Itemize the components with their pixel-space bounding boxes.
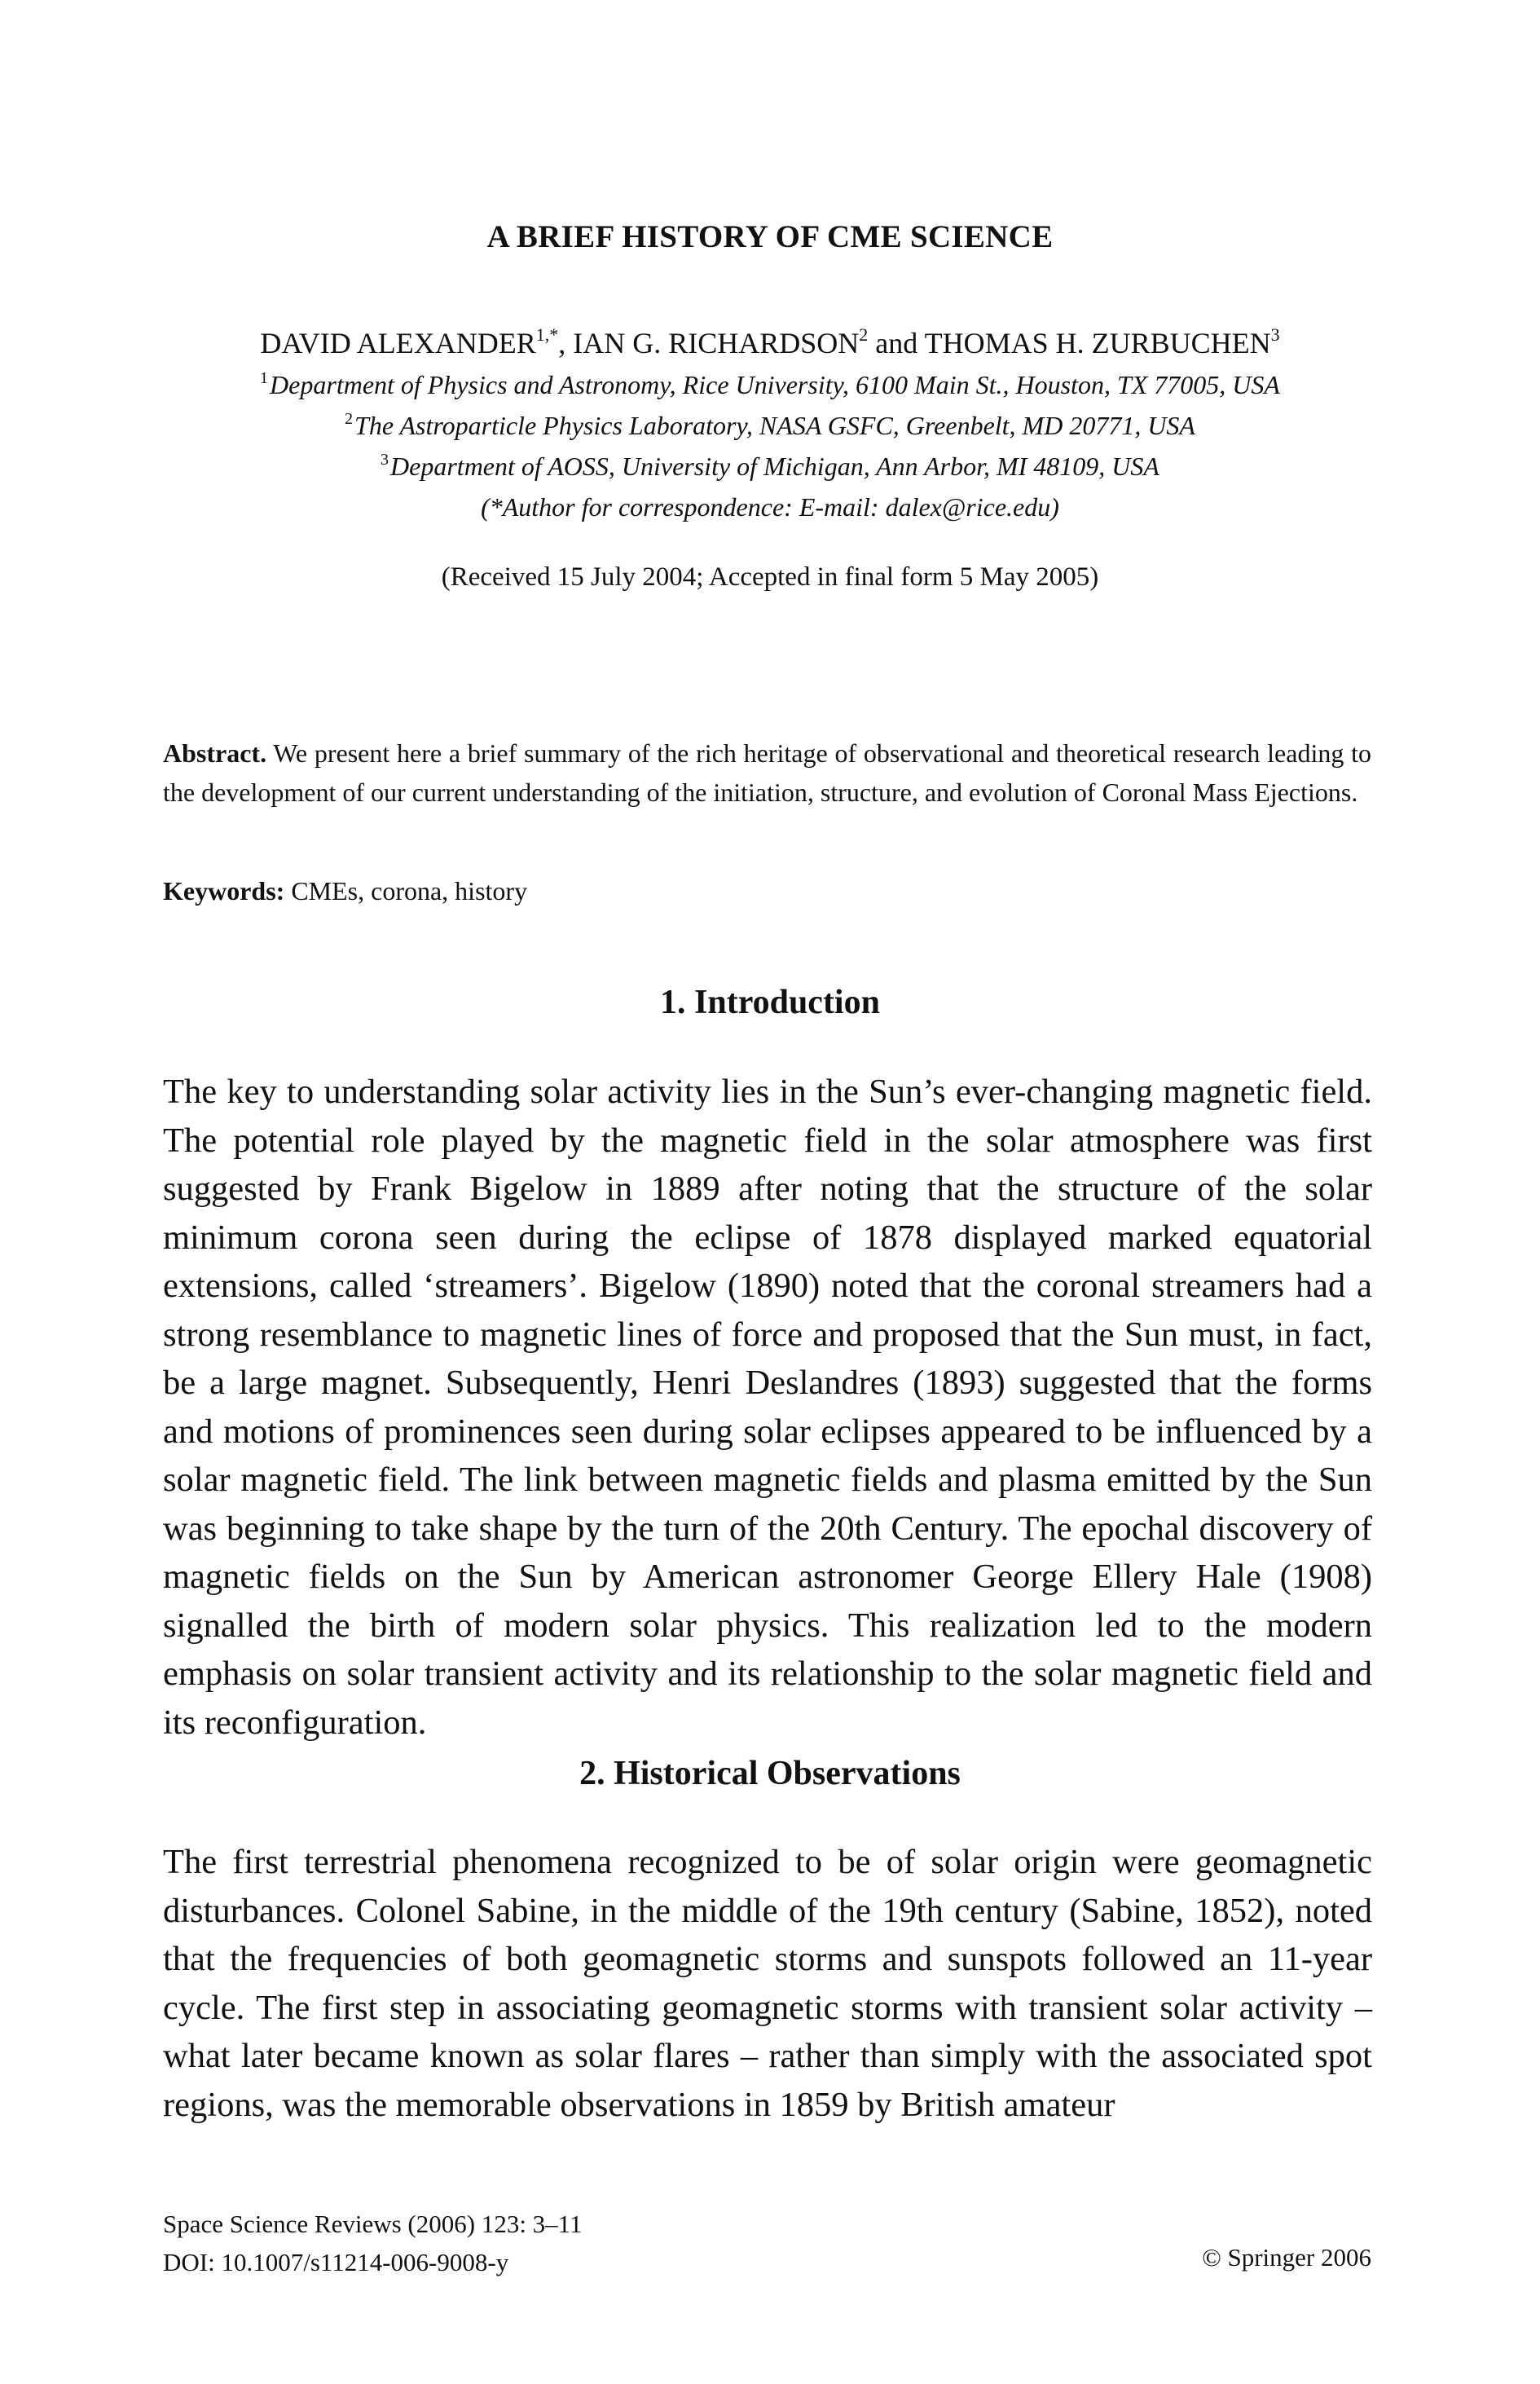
author-zurbuchen-affil-mark: 3: [1270, 324, 1280, 345]
section-text-introduction: The key to understanding solar activity lies in the Sun’s ever-changing magnetic field. The potential role played by the magnetic field in the solar atmosphere was first suggested by Frank Bigelow in 1889 after noting that the structure of the solar minimum corona seen during the eclipse of 1878 displayed marked equatorial extensions, called ‘streamers’. Bigelow (1890) noted that the coronal streamers had a strong resemblance to magnetic lines of force and proposed that the Sun must, in fact, be a large magnet. Subsequently, Henri Deslandres (1893) suggested that the forms and motions of prominences seen during solar eclipses appeared to be influenced by a solar magnetic field. The link between magnetic fields and plasma emitted by the Sun was beginning to take shape by the turn of the 20th Century. The epochal discovery of magnetic fields on the Sun by American astronomer George Ellery Hale (1908) signalled the birth of modern solar physics. This realization led to the modern emphasis on solar transient activity and its relationship to the solar magnetic field and its reconfiguration.: [163, 1073, 1372, 1742]
abstract: [163, 734, 1371, 812]
author-richardson-affil-mark: 2: [859, 324, 869, 345]
author-alexander-affil-mark: 1,*: [535, 324, 559, 345]
journal-citation: Space Science Reviews (2006) 123: 3–11: [163, 2210, 583, 2238]
keywords: [163, 876, 1371, 906]
author-zurbuchen: and THOMAS H. ZURBUCHEN: [868, 327, 1271, 359]
journal-footer: [163, 2205, 583, 2281]
received-dates: (Received 15 July 2004; Accepted in final form 5 May 2005): [441, 562, 1099, 592]
correspondence-note: (*Author for correspondence: E-mail: dalex@rice.edu): [481, 492, 1059, 522]
keywords-text: CMEs, corona, history: [284, 876, 528, 906]
section-heading-introduction: 1. Introduction: [660, 984, 880, 1021]
section-text-historical-observations: The first terrestrial phenomena recognized to be of solar origin were geomagnetic disturbances. Colonel Sabine, in the middle of the 19th century (Sabine, 1852), noted that the frequencies of both geomagnetic storms and sunspots followed an 11-year cycle. The first step in associating geomagnetic storms with transient solar activity – what later became known as solar flares – rather than simply with the associated spot regions, was the memorable observations in 1859 by British amateur: [163, 1843, 1372, 2124]
copyright: © Springer 2006: [1202, 2243, 1371, 2272]
author-list: [0, 326, 1540, 360]
keywords-label: Keywords:: [163, 876, 285, 906]
abstract-label: Abstract.: [163, 738, 267, 768]
author-richardson: , IAN G. RICHARDSON: [558, 327, 860, 359]
doi: DOI: 10.1007/s11214-006-9008-y: [163, 2248, 509, 2276]
affiliation-1: $^1$Department of Physics and Astronomy, Rice University, 6100 Main St., Houston, TX 77005, USA: [260, 369, 1280, 399]
abstract-text: We present here a brief summary of the rich heritage of observational and theoretical research leading to the development of our current understanding of the initiation, structure, and evolution of Coronal Mass Ejections.: [163, 738, 1371, 807]
paper-title: A BRIEF HISTORY OF CME SCIENCE: [486, 219, 1054, 254]
author-alexander: DAVID ALEXANDER: [260, 327, 536, 359]
affiliation-3: $^3$Department of AOSS, University of Michigan, Ann Arbor, MI 48109, USA: [381, 451, 1159, 481]
section-heading-historical-observations: 2. Historical Observations: [579, 1755, 961, 1792]
affiliation-2: $^2$The Astroparticle Physics Laboratory, NASA GSFC, Greenbelt, MD 20771, USA: [345, 410, 1195, 440]
